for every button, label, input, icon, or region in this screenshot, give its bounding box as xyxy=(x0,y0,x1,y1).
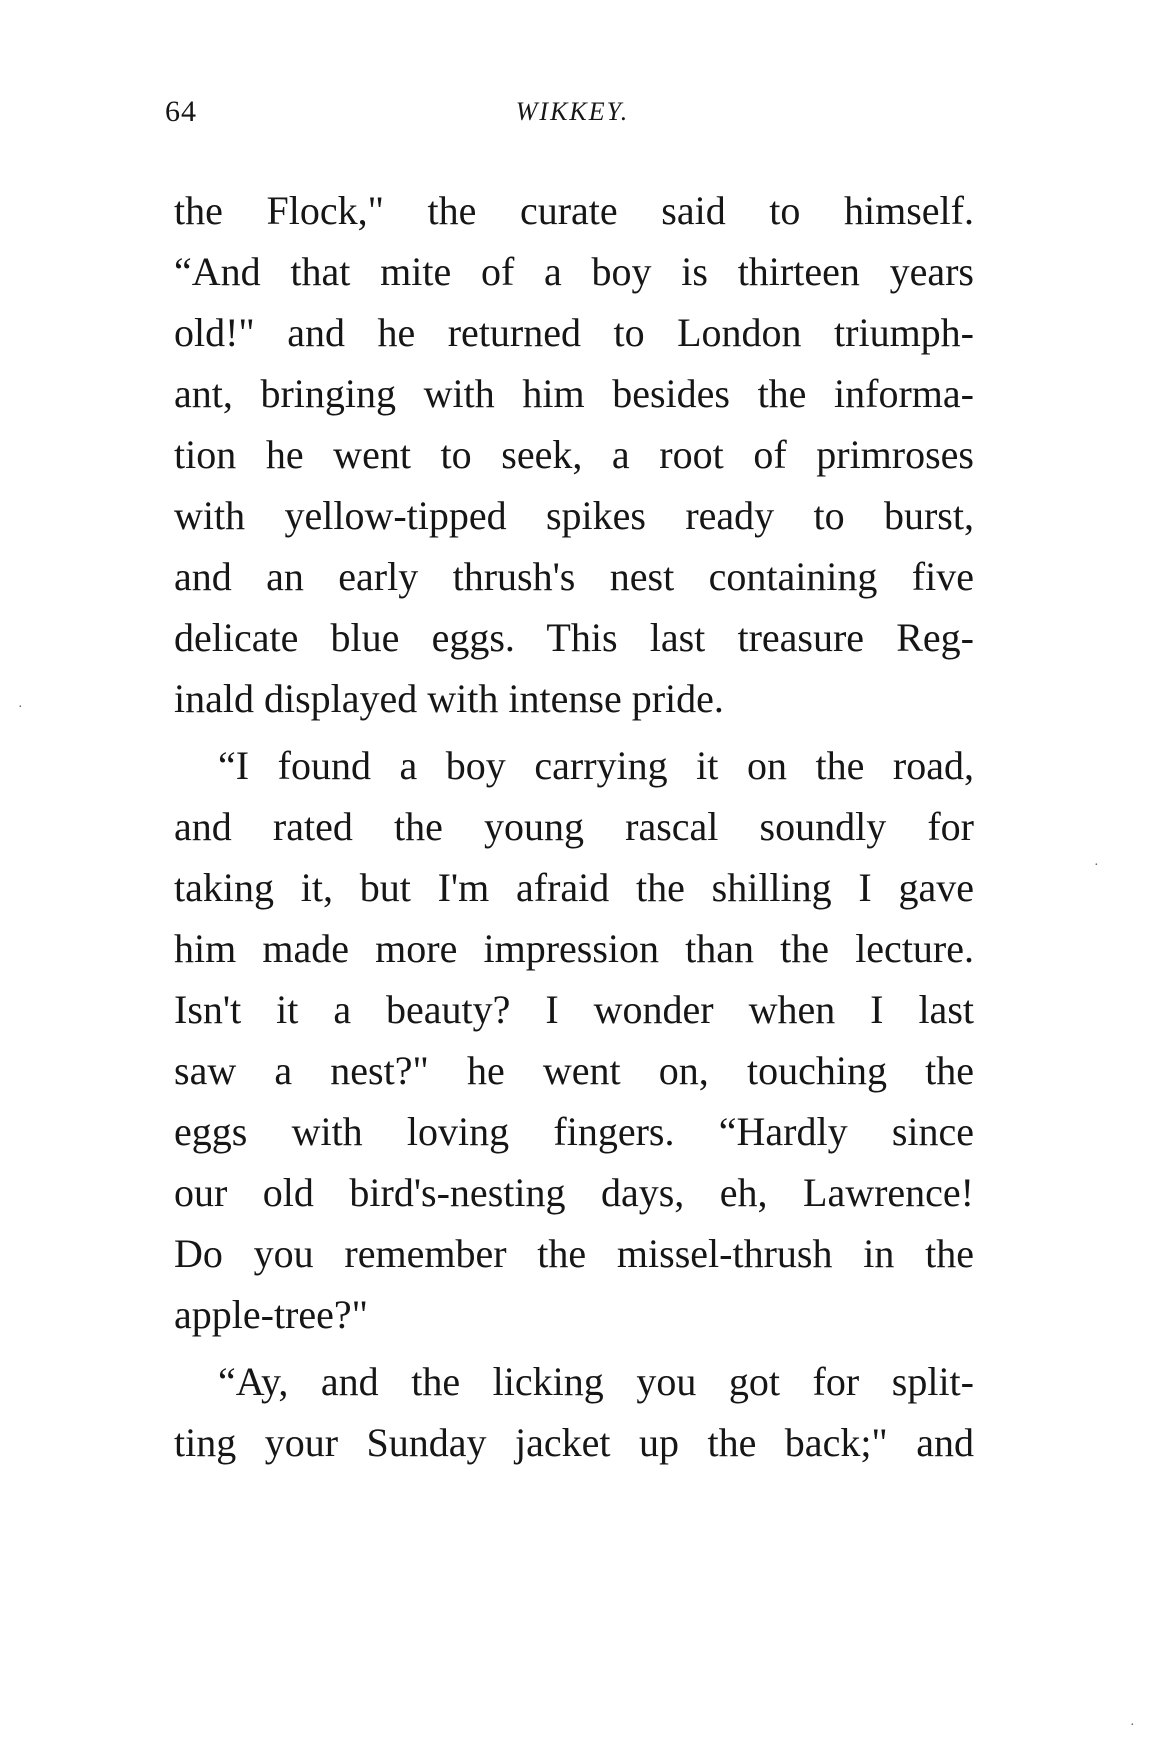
text-line: old!" and he returned to London triumph- xyxy=(174,310,974,355)
text-line: taking it, but I'm afraid the shilling I gave xyxy=(174,865,974,910)
running-title: WIKKEY. xyxy=(515,97,630,126)
text-line: ant, bringing with him besides the informa- xyxy=(174,371,974,416)
text-line: with yellow-tipped spikes ready to burst, xyxy=(174,493,974,538)
text-line: apple-tree?" xyxy=(174,1292,368,1337)
text-line: and an early thrush's nest containing five xyxy=(174,554,974,599)
text-line: saw a nest?" he went on, touching the xyxy=(174,1048,974,1093)
text-line: “I found a boy carrying it on the road, xyxy=(218,743,974,788)
scan-speck: · xyxy=(1094,858,1099,873)
text-line: our old bird's-nesting days, eh, Lawrence! xyxy=(174,1170,974,1215)
text-line: tion he went to seek, a root of primroses xyxy=(174,432,974,477)
scan-speck: · xyxy=(1130,1718,1135,1733)
text-line: inald displayed with intense pride. xyxy=(174,676,724,721)
text-line: him made more impression than the lecture. xyxy=(174,926,974,971)
text-line: and rated the young rascal soundly for xyxy=(174,804,974,849)
body-text xyxy=(174,180,974,1473)
text-line: eggs with loving fingers. “Hardly since xyxy=(174,1109,974,1154)
text-line: the Flock," the curate said to himself. xyxy=(174,188,974,233)
text-line: Do you remember the missel-thrush in the xyxy=(174,1231,974,1276)
text-line: Isn't it a beauty? I wonder when I last xyxy=(174,987,974,1032)
running-head xyxy=(165,92,980,142)
scan-speck: · xyxy=(18,700,23,715)
text-line: “And that mite of a boy is thirteen years xyxy=(174,249,974,294)
text-line: “Ay, and the licking you got for split- xyxy=(218,1359,974,1404)
page-number: 64 xyxy=(165,95,197,128)
text-line: ting your Sunday jacket up the back;" and xyxy=(174,1420,974,1465)
text-line: delicate blue eggs. This last treasure Reg- xyxy=(174,615,974,660)
